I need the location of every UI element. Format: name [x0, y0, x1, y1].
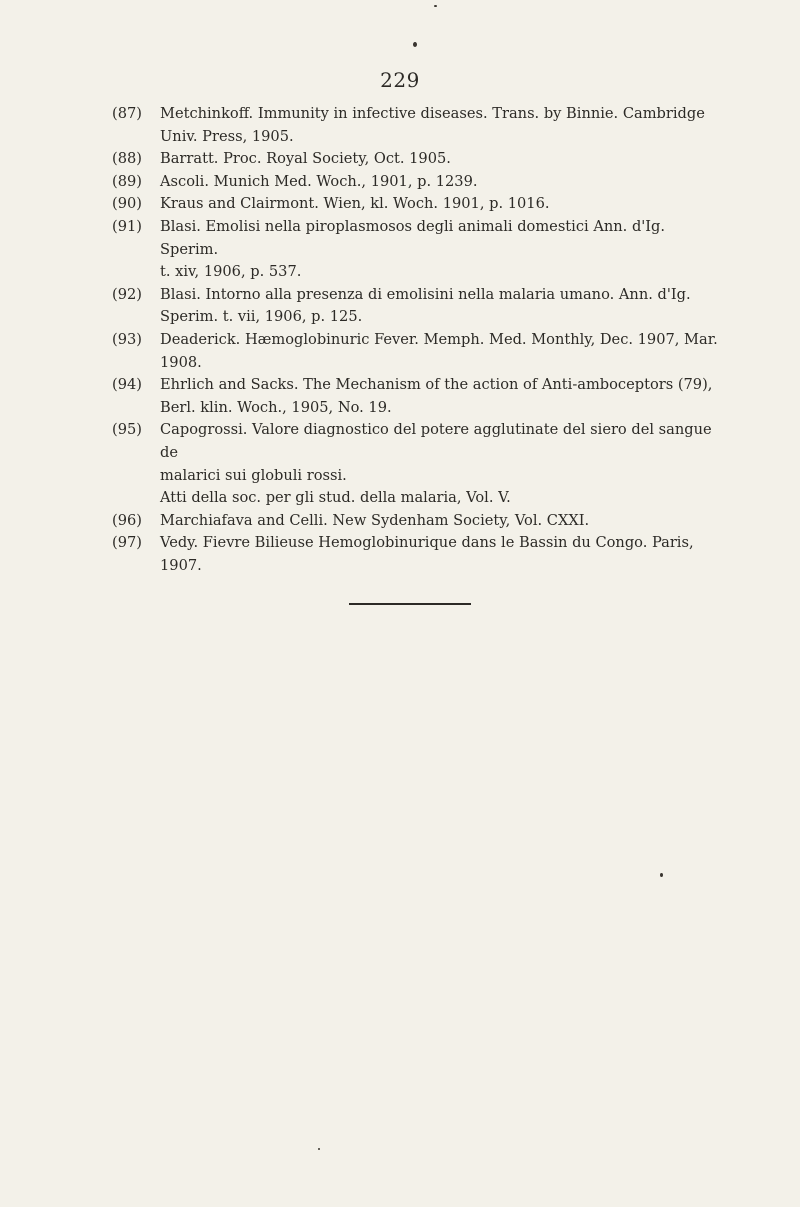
- reference-number: (87): [112, 105, 142, 122]
- reference-text: [160, 329, 722, 374]
- reference-number: (95): [112, 421, 142, 439]
- reference-item: [112, 329, 722, 374]
- reference-text: [160, 510, 722, 533]
- reference-line: Ascoli. Munich Med. Woch., 1901, p. 1239.: [160, 172, 478, 190]
- reference-line: Berl. klin. Woch., 1905, No. 19.: [160, 398, 392, 416]
- reference-item: [112, 171, 722, 194]
- reference-line: Vedy. Fievre Bilieuse Hemoglobinurique dans le Bassin du Congo. Paris,: [160, 534, 694, 552]
- reference-line: Barratt. Proc. Royal Society, Oct. 1905.: [160, 150, 451, 168]
- reference-number: (90): [112, 195, 142, 213]
- reference-item: [112, 193, 722, 216]
- reference-text: [160, 148, 722, 171]
- reference-text: [160, 284, 722, 329]
- reference-text: [160, 193, 722, 216]
- reference-number: (96): [112, 511, 142, 529]
- reference-line: Blasi. Emolisi nella piroplasmosos degli animali domestici Ann. d'Ig. Sperim.: [160, 217, 666, 258]
- reference-item: [112, 216, 722, 284]
- reference-number: (88): [112, 150, 142, 168]
- reference-line: Sperim. t. vii, 1906, p. 125.: [160, 308, 363, 326]
- paper-speck: [318, 1148, 320, 1150]
- reference-text: [160, 103, 722, 148]
- reference-list: [112, 103, 722, 577]
- reference-number: (89): [112, 172, 142, 190]
- reference-line: Atti della soc. per gli stud. della malaria, Vol. V.: [160, 489, 511, 507]
- paper-speck: [434, 5, 437, 7]
- reference-item: [112, 103, 722, 148]
- reference-line: Marchiafava and Celli. New Sydenham Society, Vol. CXXI.: [160, 511, 590, 529]
- reference-number: (97): [112, 534, 142, 552]
- paper-speck: [413, 42, 417, 47]
- reference-line: Blasi. Intorno alla presenza di emolisini nella malaria umano. Ann. d'Ig.: [160, 285, 691, 303]
- reference-item: [112, 510, 722, 533]
- reference-item: [112, 532, 722, 577]
- reference-line: Deaderick. Hæmoglobinuric Fever. Memph. Med. Monthly, Dec. 1907, Mar.: [160, 330, 718, 348]
- reference-text: [160, 419, 722, 509]
- page-number: 229: [380, 68, 420, 92]
- reference-item: [112, 284, 722, 329]
- reference-text: [160, 374, 722, 419]
- reference-text: [160, 532, 722, 577]
- section-end-rule: [349, 603, 471, 605]
- reference-number: (91): [112, 217, 142, 235]
- reference-text: [160, 171, 722, 194]
- reference-line: 1907.: [160, 556, 202, 574]
- reference-item: [112, 419, 722, 509]
- reference-number: (93): [112, 330, 142, 348]
- reference-line: Kraus and Clairmont. Wien, kl. Woch. 1901, p. 1016.: [160, 195, 550, 213]
- reference-line: 1908.: [160, 353, 202, 371]
- paper-speck: [660, 873, 663, 877]
- reference-line: Capogrossi. Valore diagnostico del potere agglutinate del siero del sangue de: [160, 421, 712, 461]
- reference-text: [160, 216, 722, 284]
- reference-number: (94): [112, 376, 142, 394]
- reference-item: [112, 148, 722, 171]
- reference-line: Metchinkoff. Immunity in infective diseases. Trans. by Binnie. Cambridge: [160, 105, 705, 122]
- reference-line: Univ. Press, 1905.: [160, 127, 294, 145]
- reference-line: t. xiv, 1906, p. 537.: [160, 263, 302, 281]
- reference-line: Ehrlich and Sacks. The Mechanism of the action of Anti-amboceptors (79),: [160, 376, 713, 394]
- reference-number: (92): [112, 285, 142, 303]
- reference-line: malarici sui globuli rossi.: [160, 466, 347, 484]
- reference-item: [112, 374, 722, 419]
